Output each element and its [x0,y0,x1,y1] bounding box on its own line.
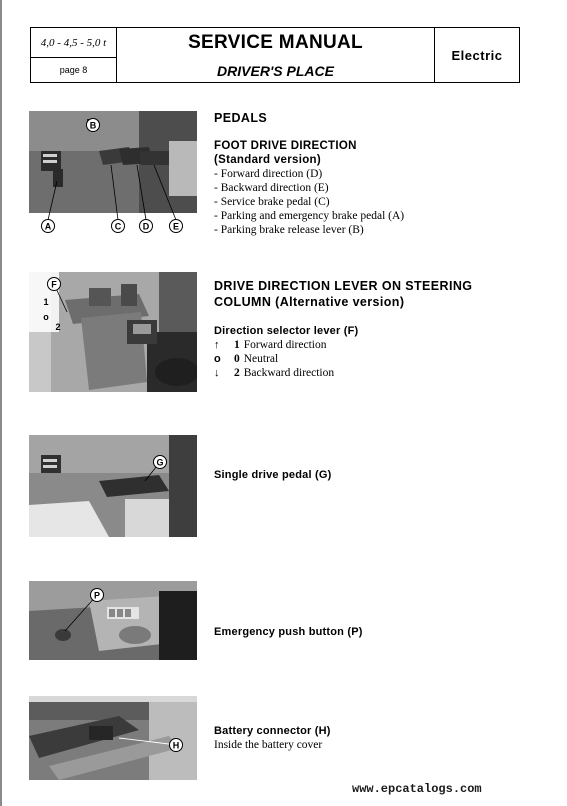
steering-lever-photo [29,272,197,392]
manual-title: SERVICE MANUAL [188,32,363,53]
page-number: page 8 [31,58,117,82]
selector-option [214,366,514,380]
pedals-photo [29,111,197,237]
option-number: 0 [234,353,240,365]
callout-h: H [172,740,180,751]
pedals-item: - Forward direction (D) [214,168,323,180]
callout-e: E [172,221,180,232]
single-pedal-photo [29,435,197,537]
pedals-item: - Service brake pedal (C) [214,196,330,208]
option-label: Backward direction [243,367,335,379]
callout-g: G [156,457,164,468]
callout-f: F [51,279,57,290]
battery-connector-label: Battery connector (H) [214,725,331,737]
model-range: 4,0 - 4,5 - 5,0 t [31,28,117,58]
page-edge-rule [0,0,2,806]
lever-heading-line1: DRIVE DIRECTION LEVER ON STEERING [214,279,473,293]
callout-position-2: 2 [55,322,61,332]
single-pedal-section [214,468,331,482]
single-pedal-label: Single drive pedal (G) [214,469,332,481]
callout-position-1: 1 [43,297,49,307]
option-number: 1 [234,339,240,351]
battery-section [214,724,331,752]
callout-d: D [142,221,150,232]
selector-label: Direction selector lever (F) [214,325,359,337]
option-number: 2 [234,367,240,379]
battery-connector-photo [29,696,197,780]
pedals-item: - Parking and emergency brake pedal (A) [214,210,405,222]
pedals-section [214,110,514,237]
callout-c: C [114,221,122,232]
callout-position-0: o [43,312,49,322]
selector-option [214,338,514,352]
selector-option [214,352,514,366]
page-header [30,27,520,83]
emergency-button-label: Emergency push button (P) [214,626,363,638]
option-label: Neutral [243,353,279,365]
pedals-item: - Parking brake release lever (B) [214,224,364,236]
callout-b: B [89,120,97,131]
section-title: DRIVER'S PLACE [217,63,334,79]
callout-p: P [93,590,101,601]
emergency-button-photo [29,581,197,660]
watermark-url[interactable]: www.epcatalogs.com [352,782,482,796]
foot-drive-heading: FOOT DRIVE DIRECTION [214,140,357,152]
header-title-block [117,28,435,82]
battery-cover-note: Inside the battery cover [214,739,323,751]
arrow-up-icon: ↑ [214,339,220,351]
emergency-section [214,625,363,639]
pedals-item: - Backward direction (E) [214,182,329,194]
option-label: Forward direction [243,339,327,351]
vehicle-type: Electric [451,47,503,63]
pedals-heading: PEDALS [214,111,268,125]
arrow-down-icon: ↓ [214,367,220,379]
standard-version-label: (Standard version) [214,154,322,166]
lever-section [214,278,514,380]
lever-heading-line2: COLUMN (Alternative version) [214,295,405,309]
neutral-circle-icon: o [214,353,221,365]
callout-a: A [44,221,52,232]
